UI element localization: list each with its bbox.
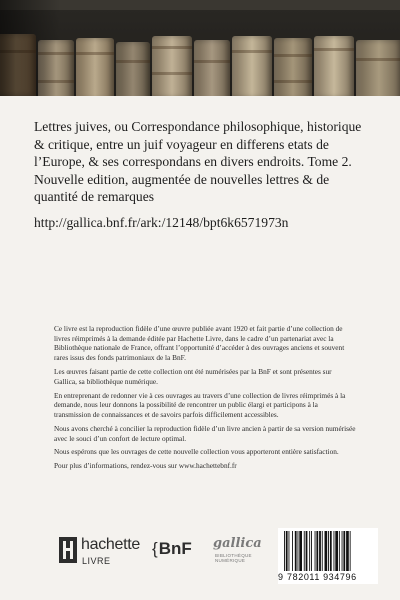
barcode-bar bbox=[342, 531, 343, 571]
shelf-edge bbox=[0, 0, 400, 10]
barcode-bar bbox=[286, 531, 288, 571]
bnf-wordmark: BnF bbox=[158, 539, 192, 558]
barcode-bar bbox=[315, 531, 316, 571]
barcode-bar bbox=[330, 531, 332, 571]
book-spine bbox=[314, 36, 354, 96]
collection-description bbox=[54, 324, 356, 475]
barcode-bar bbox=[309, 531, 310, 571]
bnf-logo bbox=[152, 539, 202, 567]
hachette-mark-icon bbox=[59, 537, 77, 563]
blurb-paragraph: Ce livre est la reproduction fidèle d’une œuvre publiée avant 1920 et fait partie d’une collection de livres réimprimés à la demande éditée par Hachette Livre, dans le cadre d’un partenariat avec la Bibliothèque nationale de France, offrant l’opportunité d’accéder à des ouvrages anciens et souvent rares issus des fonds patrimoniaux de la BnF. bbox=[54, 324, 345, 363]
book-spine bbox=[232, 36, 272, 96]
barcode-bar bbox=[325, 531, 328, 571]
book-spine bbox=[116, 42, 150, 96]
hachette-livre-logo bbox=[59, 535, 147, 573]
banner-shadow bbox=[0, 0, 60, 96]
barcode-bar bbox=[304, 531, 305, 571]
barcode-bar bbox=[298, 531, 299, 571]
book-spine bbox=[194, 40, 230, 96]
gallica-sub: BIBLIOTHÈQUE NUMÉRIQUE bbox=[215, 553, 252, 563]
barcode-bar bbox=[319, 531, 321, 571]
bnf-brace: { bbox=[152, 539, 158, 558]
barcode-bar bbox=[343, 531, 345, 571]
barcode-bar bbox=[339, 531, 340, 571]
barcode-bar bbox=[316, 531, 318, 571]
barcode-bar bbox=[328, 531, 329, 571]
blurb-paragraph: Les œuvres faisant partie de cette collection ont été numérisées par la BnF et sont présentes sur Gallica, sa bibliothèque numérique. bbox=[54, 367, 332, 386]
barcode-bar bbox=[284, 531, 285, 571]
blurb-paragraph: En entreprenant de redonner vie à ces ouvrages au travers d’une collection de livres réimprimés à la demande, nous leur donnons la possibilité de rencontrer un public élargi et participons à la transmission de connaissances et de savoirs parfois difficilement accessibles. bbox=[54, 390, 346, 419]
book-spine bbox=[152, 36, 192, 96]
blurb-paragraph: Pour plus d’informations, rendez-vous sur www.hachettebnf.fr bbox=[54, 461, 237, 471]
barcode-bar bbox=[292, 531, 293, 571]
barcode-bar bbox=[295, 531, 297, 571]
book-spine bbox=[76, 38, 114, 96]
barcode-bar bbox=[350, 531, 351, 571]
barcode-bar bbox=[335, 531, 338, 571]
bookshelf-banner-image bbox=[0, 0, 400, 96]
isbn-barcode bbox=[278, 528, 378, 584]
gallica-wordmark: gallica bbox=[213, 536, 262, 551]
gallica-url: http://gallica.bnf.fr/ark:/12148/bpt6k6571973n bbox=[34, 215, 289, 230]
barcode-bar bbox=[334, 531, 335, 571]
barcode-bar bbox=[311, 531, 312, 571]
isbn-digits: 782011 934796 bbox=[287, 572, 357, 582]
blurb-paragraph: Nous avons cherché à concilier la reproduction fidèle d’un livre ancien à partir de sa version numérisée avec le souci d’un confort de lecture optimal. bbox=[54, 423, 356, 443]
barcode-bar bbox=[299, 531, 302, 571]
barcode-bar bbox=[289, 531, 290, 571]
isbn-lead-digit: 9 bbox=[278, 572, 284, 582]
barcode-bars bbox=[284, 531, 374, 571]
barcode-bar bbox=[306, 531, 308, 571]
gallica-logo bbox=[213, 536, 262, 570]
hachette-sub: LIVRE bbox=[82, 556, 111, 566]
barcode-bar bbox=[322, 531, 323, 571]
book-spine bbox=[274, 38, 312, 96]
hachette-wordmark: hachette bbox=[81, 536, 140, 553]
barcode-bar bbox=[346, 531, 349, 571]
book-spine bbox=[356, 40, 400, 96]
book-title: Lettres juives, ou Correspondance philosophique, historique & critique, entre un juif voyageur en differens etats de l’Europe, & ses correspondans en divers endroits. Tome 2. Nouvelle edition, augmentée de nouvelles lettres & de quantité de remarques bbox=[34, 119, 362, 204]
blurb-paragraph: Nous espérons que les ouvrages de cette nouvelle collection vous apporteront entière satisfaction. bbox=[54, 447, 339, 457]
